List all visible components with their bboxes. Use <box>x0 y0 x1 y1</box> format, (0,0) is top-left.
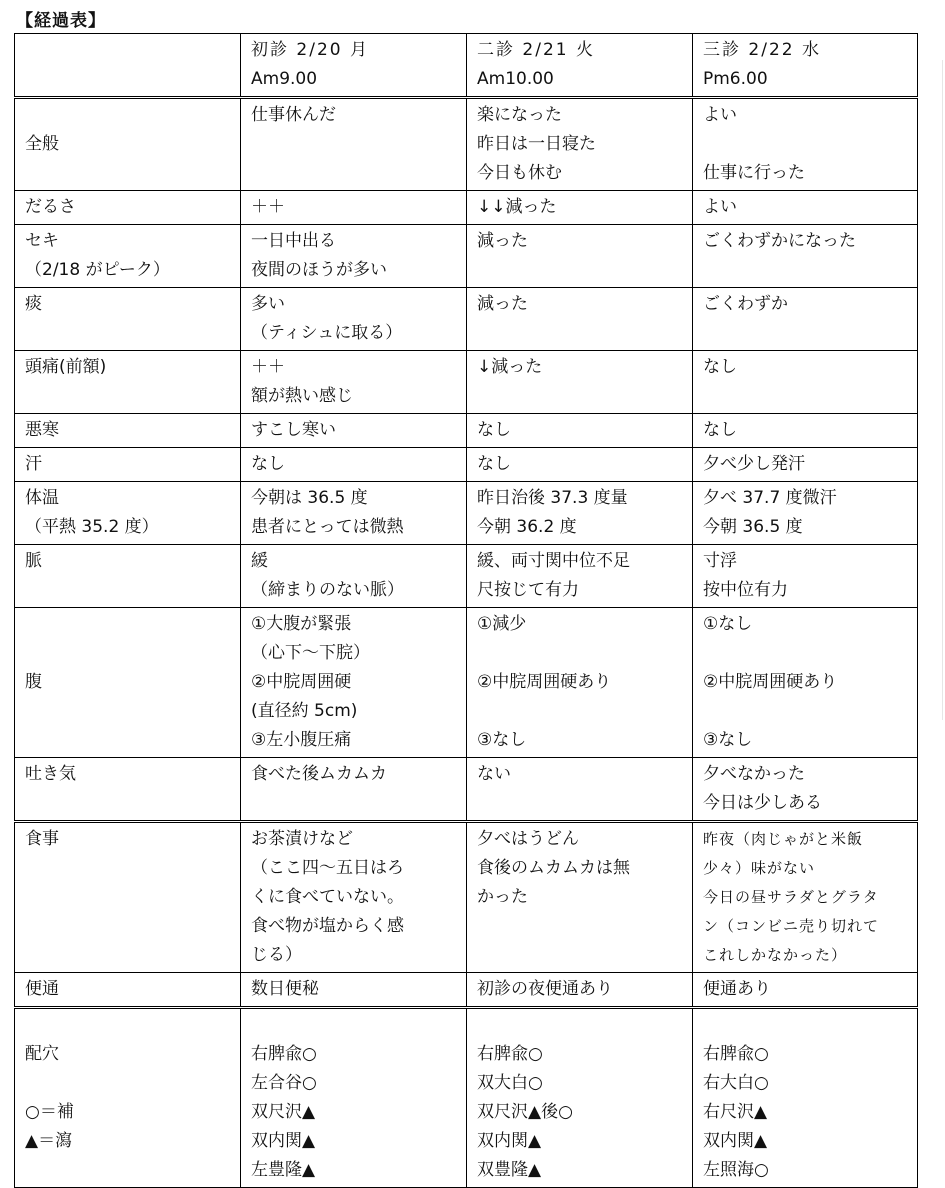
symptom-value-cell <box>241 351 467 414</box>
cell-line: 仕事に行った <box>703 163 805 183</box>
cell-line: 便通あり <box>703 979 771 999</box>
cell-line: ②中脘周囲硬あり <box>703 672 838 692</box>
cell-line: 双内関▲ <box>477 1131 542 1151</box>
cell-line: すこし寒い <box>251 420 336 440</box>
cell-line: よい <box>703 197 737 217</box>
cell-line: ③左小腹圧痛 <box>251 730 352 750</box>
cell-line: 初診の夜便通あり <box>477 979 613 999</box>
symptom-row <box>15 482 918 545</box>
symptom-value-cell <box>241 225 467 288</box>
cell-line: 額が熱い感じ <box>251 386 353 406</box>
cell-line: 昨日治後 37.3 度量 <box>477 488 628 508</box>
cell-line: じる） <box>251 945 302 965</box>
cell-line: 悪寒 <box>25 420 59 440</box>
cell-line: これしかなかった） <box>703 946 848 964</box>
cell-line: 今日も休む <box>477 163 562 183</box>
cell-line: 今朝 36.2 度 <box>477 517 577 537</box>
stool-label-cell <box>15 973 241 1008</box>
cell-line: 食べ物が塩からく感 <box>251 916 404 936</box>
symptom-value-cell <box>693 191 918 225</box>
cell-line: （ここ四～五日はろ <box>251 858 404 878</box>
cell-line: ②中脘周囲硬 <box>251 672 352 692</box>
symptom-row <box>15 288 918 351</box>
cell-line: 双尺沢▲後○ <box>477 1102 573 1122</box>
stool-row <box>15 973 918 1008</box>
symptom-label-cell <box>15 758 241 822</box>
cell-line: ごくわずか <box>703 294 788 314</box>
header-corner-cell <box>15 34 241 98</box>
food-value-cell <box>693 822 918 973</box>
cell-line: 左照海○ <box>703 1160 769 1180</box>
page-margin-line <box>942 60 943 720</box>
cell-line: ↓↓減った <box>477 197 557 217</box>
cell-line: 双大白○ <box>477 1073 543 1093</box>
symptom-value-cell <box>467 191 693 225</box>
symptom-value-cell <box>693 482 918 545</box>
symptom-label-cell <box>15 98 241 191</box>
symptom-label-cell <box>15 414 241 448</box>
cell-line: （ティシュに取る） <box>251 323 403 343</box>
symptom-value-cell <box>467 608 693 758</box>
symptom-label-cell <box>15 288 241 351</box>
cell-line: 体温 <box>25 488 59 508</box>
symptom-value-cell <box>241 414 467 448</box>
cell-line <box>703 130 917 159</box>
symptom-value-cell <box>467 414 693 448</box>
symptom-value-cell <box>693 545 918 608</box>
cell-line: 右尺沢▲ <box>703 1102 768 1122</box>
symptom-label-cell <box>15 545 241 608</box>
symptom-value-cell <box>467 225 693 288</box>
cell-line: 夕べ少し発汗 <box>703 454 805 474</box>
cell-line <box>251 1011 466 1040</box>
progress-table <box>14 33 918 1188</box>
cell-line <box>25 1069 240 1098</box>
cell-line: 双尺沢▲ <box>251 1102 316 1122</box>
symptom-label-cell <box>15 225 241 288</box>
symptom-label-cell <box>15 608 241 758</box>
symptom-value-cell <box>241 545 467 608</box>
cell-line: 楽になった <box>477 105 562 125</box>
cell-line <box>477 639 692 668</box>
cell-line: なし <box>703 357 737 377</box>
cell-line: ①大腹が緊張 <box>251 614 352 634</box>
cell-line: （心下～下脘） <box>251 643 370 663</box>
symptom-value-cell <box>467 351 693 414</box>
cell-line: 今日は少しある <box>703 793 822 813</box>
cell-line: 夕べなかった <box>703 764 805 784</box>
symptom-value-cell <box>693 288 918 351</box>
cell-line: 一日中出る <box>251 231 336 251</box>
cell-line: 右脾兪○ <box>251 1044 317 1064</box>
cell-line: ③なし <box>477 730 527 750</box>
cell-line: 今日の昼サラダとグラタ <box>703 888 879 906</box>
cell-line: 双内関▲ <box>703 1131 768 1151</box>
food-label-cell <box>15 822 241 973</box>
cell-line: 夕べ 37.7 度微汗 <box>703 488 837 508</box>
symptom-label-cell <box>15 351 241 414</box>
cell-line: 夕べはうどん <box>477 829 579 849</box>
cell-line: なし <box>703 420 737 440</box>
cell-line: 仕事休んだ <box>251 105 336 125</box>
cell-line: ○＝補 <box>25 1102 74 1122</box>
symptom-row <box>15 351 918 414</box>
cell-line: ↓減った <box>477 357 543 377</box>
symptom-row <box>15 608 918 758</box>
symptom-value-cell <box>693 448 918 482</box>
cell-line: 痰 <box>25 294 42 314</box>
symptom-row <box>15 448 918 482</box>
symptom-value-cell <box>467 448 693 482</box>
cell-line: 緩 <box>251 551 268 571</box>
visit-time: Am10.00 <box>477 69 554 89</box>
symptom-value-cell <box>241 448 467 482</box>
cell-line: セキ <box>25 231 59 251</box>
symptom-value-cell <box>693 608 918 758</box>
food-label: 食事 <box>25 829 59 849</box>
symptom-value-cell <box>241 758 467 822</box>
cell-line: 左合谷○ <box>251 1073 317 1093</box>
document-title: 【経過表】 <box>16 11 106 31</box>
cell-line: ＋＋ <box>251 197 285 217</box>
symptom-value-cell <box>693 98 918 191</box>
cell-line: なし <box>477 420 511 440</box>
cell-line: 双内関▲ <box>251 1131 316 1151</box>
stool-label: 便通 <box>25 979 59 999</box>
cell-line: 減った <box>477 294 528 314</box>
symptom-value-cell <box>241 482 467 545</box>
cell-line: 脈 <box>25 551 42 571</box>
cell-line: ごくわずかになった <box>703 231 856 251</box>
symptom-value-cell <box>467 482 693 545</box>
stool-value-cell <box>467 973 693 1008</box>
symptom-value-cell <box>241 191 467 225</box>
symptom-row <box>15 225 918 288</box>
cell-line: 右脾兪○ <box>477 1044 543 1064</box>
cell-line: 患者にとっては微熱 <box>251 517 404 537</box>
acupoint-value-cell <box>241 1008 467 1188</box>
visit-time: Pm6.00 <box>703 69 768 89</box>
cell-line <box>25 1011 240 1040</box>
symptom-row <box>15 191 918 225</box>
cell-line <box>477 1011 692 1040</box>
cell-line: 昨日は一日寝た <box>477 134 596 154</box>
food-row <box>15 822 918 973</box>
cell-line <box>477 697 692 726</box>
cell-line: ▲＝瀉 <box>25 1131 73 1151</box>
cell-line: ③なし <box>703 730 753 750</box>
cell-line: くに食べていない。 <box>251 887 404 907</box>
cell-line: ン（コンビニ売り切れて <box>703 917 880 935</box>
cell-line: 尺按じて有力 <box>477 580 579 600</box>
acupoint-value-cell <box>467 1008 693 1188</box>
symptom-label-cell <box>15 448 241 482</box>
cell-line: お茶漬けなど <box>251 829 353 849</box>
visit-header-cell <box>693 34 918 98</box>
cell-line: (直径約 5cm) <box>251 701 358 721</box>
cell-line: 食後のムカムカは無 <box>477 858 630 878</box>
acupoint-value-cell <box>693 1008 918 1188</box>
cell-line: （締まりのない脈） <box>251 580 404 600</box>
cell-line <box>703 639 917 668</box>
cell-line: 減った <box>477 231 528 251</box>
symptom-label-cell <box>15 191 241 225</box>
symptom-label-cell <box>15 482 241 545</box>
cell-line: 寸浮 <box>703 551 737 571</box>
symptom-value-cell <box>241 608 467 758</box>
cell-line: 夜間のほうが多い <box>251 260 387 280</box>
visit-header-cell <box>241 34 467 98</box>
cell-line: ＋＋ <box>251 357 285 377</box>
cell-line: 食べた後ムカムカ <box>251 764 387 784</box>
symptom-value-cell <box>693 758 918 822</box>
cell-line <box>703 697 917 726</box>
cell-line: ①なし <box>703 614 753 634</box>
symptom-value-cell <box>467 288 693 351</box>
symptom-row <box>15 758 918 822</box>
symptom-value-cell <box>467 545 693 608</box>
symptom-value-cell <box>693 414 918 448</box>
cell-line: 頭痛(前額) <box>25 357 107 377</box>
cell-line: 腹 <box>25 672 42 692</box>
cell-line: 右大白○ <box>703 1073 769 1093</box>
stool-value-cell <box>693 973 918 1008</box>
cell-line: ①減少 <box>477 614 527 634</box>
cell-line: なし <box>251 454 285 474</box>
cell-line: 昨夜（肉じゃがと米飯 <box>703 830 864 848</box>
food-value-cell <box>241 822 467 973</box>
cell-line: なし <box>477 454 511 474</box>
cell-line: 数日便秘 <box>251 979 319 999</box>
visit-label: 初診 2/20 月 <box>251 40 369 60</box>
cell-line: 按中位有力 <box>703 580 788 600</box>
cell-line <box>703 1011 917 1040</box>
visit-time: Am9.00 <box>251 69 318 89</box>
food-value-cell <box>467 822 693 973</box>
stool-value-cell <box>241 973 467 1008</box>
cell-line: 少々）味がない <box>703 859 816 877</box>
cell-line: 汗 <box>25 454 42 474</box>
cell-line: かった <box>477 887 528 907</box>
symptom-value-cell <box>693 225 918 288</box>
acupoint-row <box>15 1008 918 1188</box>
symptom-value-cell <box>467 758 693 822</box>
cell-line: ②中脘周囲硬あり <box>477 672 612 692</box>
visit-label: 二診 2/21 火 <box>477 40 595 60</box>
symptom-row <box>15 98 918 191</box>
symptom-value-cell <box>467 98 693 191</box>
cell-line: 配穴 <box>25 1044 59 1064</box>
cell-line: （平熱 35.2 度） <box>25 517 159 537</box>
visit-header-cell <box>467 34 693 98</box>
symptom-value-cell <box>241 98 467 191</box>
header-row <box>15 34 918 98</box>
cell-line: 全般 <box>25 134 59 154</box>
cell-line: 今朝 36.5 度 <box>703 517 803 537</box>
visit-label: 三診 2/22 水 <box>703 40 821 60</box>
symptom-value-cell <box>241 288 467 351</box>
cell-line: だるさ <box>25 197 76 217</box>
cell-line: 緩、両寸関中位不足 <box>477 551 630 571</box>
symptom-value-cell <box>693 351 918 414</box>
cell-line: 多い <box>251 294 285 314</box>
cell-line: 左豊隆▲ <box>251 1160 316 1180</box>
cell-line: ない <box>477 764 511 784</box>
cell-line: 吐き気 <box>25 764 76 784</box>
cell-line: 双豊隆▲ <box>477 1160 542 1180</box>
symptom-row <box>15 414 918 448</box>
cell-line: 今朝は 36.5 度 <box>251 488 368 508</box>
cell-line: よい <box>703 105 737 125</box>
acupoint-label-cell <box>15 1008 241 1188</box>
symptom-row <box>15 545 918 608</box>
cell-line: 右脾兪○ <box>703 1044 769 1064</box>
cell-line: （2/18 がピーク） <box>25 260 170 280</box>
